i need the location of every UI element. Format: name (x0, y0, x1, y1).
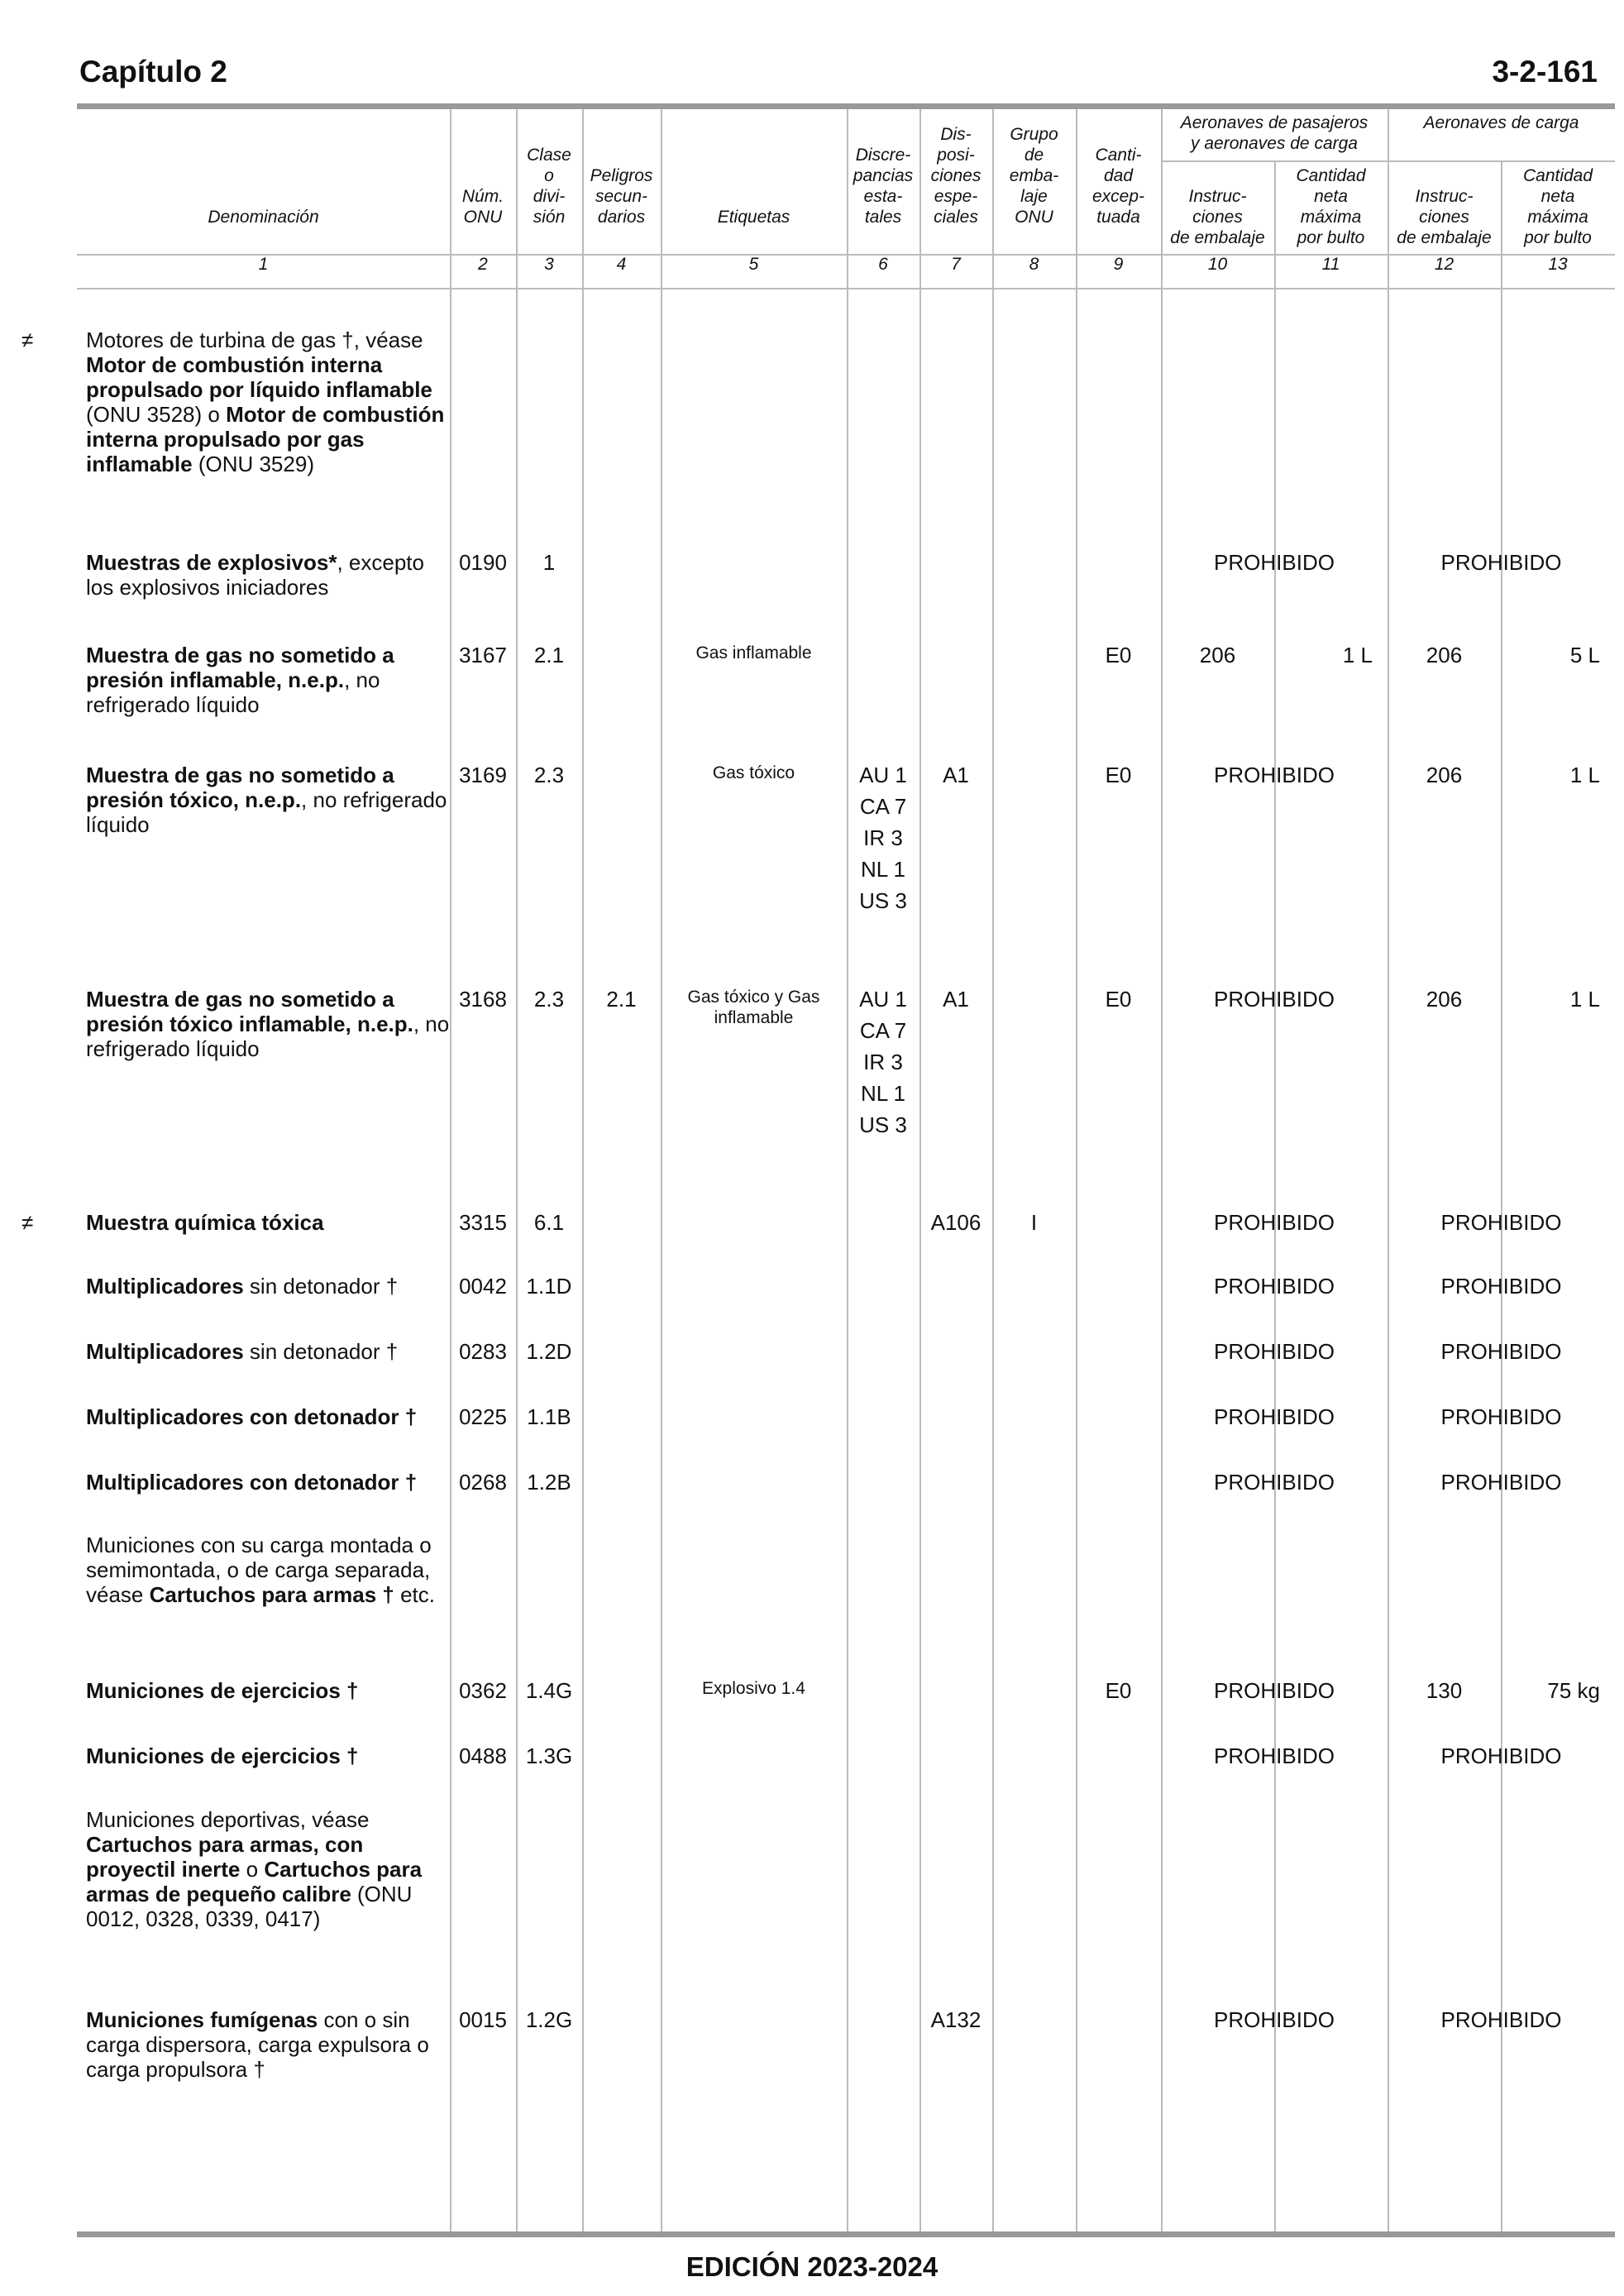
header-special-provisions: Dis- posi- ciones espe- ciales (930, 125, 982, 227)
col-sep (1076, 109, 1077, 2231)
passenger-max-quantity: 1 L (1342, 643, 1373, 667)
item-description: Muestra de gas no sometido a presión tóxico inflamable, n.e.p., no refrigerado líquido (86, 987, 450, 1061)
cargo-prohibited: PROHIBIDO (1440, 1470, 1562, 1495)
item-description: Municiones de ejercicios † (86, 1744, 359, 1768)
cargo-prohibited: PROHIBIDO (1440, 1744, 1562, 1768)
header-labels: Etiquetas (717, 208, 791, 227)
passenger-prohibited: PROHIBIDO (1214, 550, 1335, 575)
excepted-quantity: E0 (1105, 763, 1132, 787)
header-excepted-quantity: Canti- dad excep- tuada (1091, 146, 1145, 227)
hazard-label: Gas tóxico (712, 763, 795, 782)
item-description: Multiplicadores con detonador † (86, 1470, 418, 1495)
item-description: Municiones con su carga montada o semimontada, o de carga separada, véase Cartuchos para armas † etc. (86, 1533, 435, 1607)
page-number: 3-2-161 (1492, 55, 1598, 88)
passenger-prohibited: PROHIBIDO (1214, 763, 1335, 787)
cargo-packing-instruction: 206 (1426, 763, 1463, 787)
cargo-prohibited: PROHIBIDO (1440, 2007, 1562, 2032)
col-sep (450, 109, 451, 2231)
item-description: Multiplicadores con detonador † (86, 1404, 418, 1429)
col-sep (516, 109, 518, 2231)
top-rule (77, 103, 1615, 109)
hazard-label: Gas tóxico y Gas inflamable (687, 988, 820, 1027)
passenger-prohibited: PROHIBIDO (1214, 1470, 1335, 1495)
header-state-variations: Discre- pancias esta- tales (853, 146, 914, 227)
item-description: Municiones fumígenas con o sin carga dispersora, carga expulsora o carga propulsora † (86, 2007, 429, 2082)
header-passenger-aircraft: Aeronaves de pasajeros y aeronaves de carga (1180, 113, 1368, 153)
class-division: 1 (542, 550, 556, 575)
passenger-prohibited: PROHIBIDO (1214, 987, 1335, 1012)
un-number: 3168 (459, 987, 507, 1012)
column-number: 9 (1113, 255, 1124, 274)
cargo-max-quantity: 1 L (1569, 763, 1600, 787)
excepted-quantity: E0 (1105, 987, 1132, 1012)
col-sep (919, 109, 921, 2231)
cargo-max-quantity: 1 L (1569, 987, 1600, 1012)
cargo-prohibited: PROHIBIDO (1440, 1210, 1562, 1235)
class-division: 1.1B (527, 1404, 571, 1429)
special-provision: A1 (943, 987, 969, 1012)
item-description: Municiones de ejercicios † (86, 1678, 359, 1703)
un-number: 0190 (459, 550, 507, 575)
item-description: Motores de turbina de gas †, véase Motor de combustión interna propulsado por líquido inflamable (ONU 3528) o Motor de combustión interna propulsado por gas inflamable (ONU 3529) (86, 328, 445, 476)
cargo-prohibited: PROHIBIDO (1440, 1339, 1562, 1364)
column-number: 6 (878, 255, 888, 274)
cargo-max-quantity: 5 L (1569, 643, 1600, 667)
header-name: Denominación (208, 208, 319, 227)
cargo-packing-instruction: 206 (1426, 987, 1463, 1012)
hazard-label: Gas inflamable (695, 643, 812, 662)
passenger-prohibited: PROHIBIDO (1214, 1678, 1335, 1703)
column-number: 10 (1207, 255, 1228, 274)
class-division: 2.3 (533, 987, 565, 1012)
item-description: Muestra de gas no sometido a presión tóxico, n.e.p., no refrigerado líquido (86, 763, 447, 837)
item-description: Multiplicadores sin detonador † (86, 1274, 399, 1299)
item-description: Municiones deportivas, véase Cartuchos para armas, con proyectil inerte o Cartuchos para armas de pequeño calibre (ONU 0012, 0328, 0339, 0417) (86, 1807, 423, 1931)
state-variations: AU 1 CA 7 IR 3 NL 1 US 3 (859, 987, 907, 1137)
excepted-quantity: E0 (1105, 1678, 1132, 1703)
passenger-prohibited: PROHIBIDO (1214, 1744, 1335, 1768)
class-division: 1.3G (525, 1744, 573, 1768)
class-division: 1.2G (525, 2007, 573, 2032)
column-number: 12 (1434, 255, 1454, 274)
passenger-packing-instruction: 206 (1199, 643, 1236, 667)
cargo-max-quantity: 75 kg (1547, 1678, 1600, 1703)
header-cargo-aircraft: Aeronaves de carga (1423, 113, 1579, 132)
header-cargo-instructions: Instruc- ciones de embalaje (1397, 187, 1492, 247)
packing-group: I (1030, 1210, 1038, 1235)
column-number: 8 (1029, 255, 1039, 274)
passenger-prohibited: PROHIBIDO (1214, 2007, 1335, 2032)
class-division: 2.3 (533, 763, 565, 787)
header-subsidiary: Peligros secun- darios (590, 166, 653, 227)
cargo-packing-instruction: 130 (1426, 1678, 1463, 1703)
un-number: 0283 (459, 1339, 507, 1364)
class-division: 1.2D (526, 1339, 572, 1364)
un-number: 0488 (459, 1744, 507, 1768)
class-division: 1.4G (525, 1678, 573, 1703)
col-sep (1388, 109, 1389, 2231)
un-number: 0362 (459, 1678, 507, 1703)
un-number: 3169 (459, 763, 507, 787)
header-cargo-max-qty: Cantidad neta máxima por bulto (1522, 166, 1593, 247)
bottom-rule (77, 2231, 1615, 2237)
special-provision: A106 (930, 1210, 982, 1235)
edition-footer: EDICIÓN 2023-2024 (685, 2251, 939, 2282)
class-division: 1.2B (527, 1470, 571, 1495)
un-number: 3315 (459, 1210, 507, 1235)
column-number: 1 (258, 255, 269, 274)
un-number: 3167 (459, 643, 507, 667)
col-sep (661, 109, 662, 2231)
un-number: 0015 (459, 2007, 507, 2032)
column-number: 3 (544, 255, 554, 274)
item-description: Muestras de explosivos*, excepto los explosivos iniciadores (86, 550, 424, 600)
change-marker: ≠ (21, 328, 34, 352)
col-sep (1274, 160, 1276, 2231)
passenger-prohibited: PROHIBIDO (1214, 1404, 1335, 1429)
header-subrule (1161, 160, 1615, 162)
item-description: Muestra de gas no sometido a presión inflamable, n.e.p., no refrigerado líquido (86, 643, 394, 717)
column-number: 4 (616, 255, 627, 274)
change-marker: ≠ (21, 1210, 34, 1235)
un-number: 0225 (459, 1404, 507, 1429)
un-number: 0268 (459, 1470, 507, 1495)
state-variations: AU 1 CA 7 IR 3 NL 1 US 3 (859, 763, 907, 913)
un-number: 0042 (459, 1274, 507, 1299)
header-passenger-instructions: Instruc- ciones de embalaje (1170, 187, 1265, 247)
header-un-number: Núm. ONU (461, 187, 504, 227)
column-number: 7 (951, 255, 961, 274)
subsidiary-hazard: 2.1 (606, 987, 637, 1012)
cargo-packing-instruction: 206 (1426, 643, 1463, 667)
cargo-prohibited: PROHIBIDO (1440, 1274, 1562, 1299)
col-sep (1501, 160, 1502, 2231)
passenger-prohibited: PROHIBIDO (1214, 1339, 1335, 1364)
col-sep (1161, 109, 1163, 2231)
special-provision: A132 (930, 2007, 982, 2032)
cargo-prohibited: PROHIBIDO (1440, 1404, 1562, 1429)
column-number: 2 (478, 255, 488, 274)
header-rule (77, 288, 1615, 289)
header-class: Clase o divi- sión (527, 146, 571, 227)
column-number: 11 (1321, 255, 1340, 274)
col-sep (847, 109, 848, 2231)
column-number: 5 (748, 255, 759, 274)
cargo-prohibited: PROHIBIDO (1440, 550, 1562, 575)
chapter-title: Capítulo 2 (79, 55, 227, 88)
hazard-label: Explosivo 1.4 (702, 1679, 805, 1698)
excepted-quantity: E0 (1105, 643, 1132, 667)
class-division: 6.1 (533, 1210, 565, 1235)
column-number: 13 (1548, 255, 1568, 274)
col-sep (582, 109, 584, 2231)
special-provision: A1 (943, 763, 969, 787)
item-description: Multiplicadores sin detonador † (86, 1339, 399, 1364)
class-division: 2.1 (533, 643, 565, 667)
passenger-prohibited: PROHIBIDO (1214, 1274, 1335, 1299)
class-division: 1.1D (526, 1274, 572, 1299)
header-packing-group: Grupo de emba- laje ONU (1009, 125, 1059, 227)
header-passenger-max-qty: Cantidad neta máxima por bulto (1296, 166, 1366, 247)
item-description: Muestra química tóxica (86, 1210, 324, 1235)
passenger-prohibited: PROHIBIDO (1214, 1210, 1335, 1235)
col-sep (992, 109, 994, 2231)
